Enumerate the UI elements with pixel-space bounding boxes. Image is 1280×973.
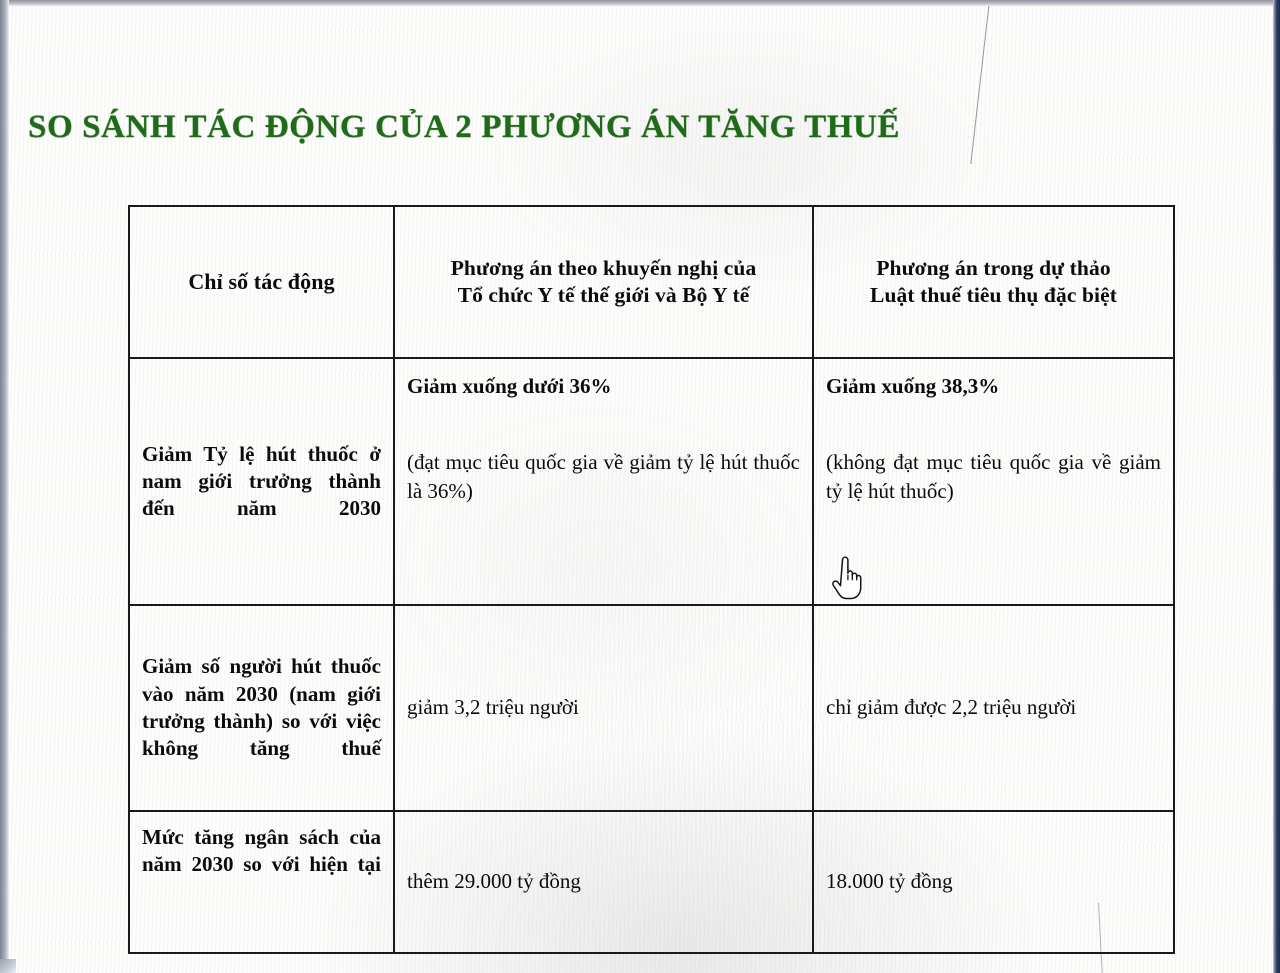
table-row [129,605,1174,811]
window-edge-left [0,0,9,973]
spacer [826,400,1161,448]
cell-draft-smoker-count: chỉ giảm được 2,2 triệu người [813,605,1174,811]
window-edge-right [1273,0,1280,973]
who-smoking-rate-note: (đạt mục tiêu quốc gia về giảm tỷ lệ hút thuốc là 36%) [407,450,800,503]
header-cell-indicator: Chỉ số tác động [129,206,394,358]
table-row [129,811,1174,953]
spacer [407,400,800,448]
header-who-plan-line2: Tổ chức Y tế thế giới và Bộ Y tế [457,283,750,307]
window-edge-bottom-left [0,959,16,973]
cell-who-budget-increase: thêm 29.000 tỷ đồng [394,811,813,953]
table-header-row [129,206,1174,358]
draft-smoking-rate-headline: Giảm xuống 38,3% [826,374,1000,398]
row-indicator-smoking-rate: Giảm Tỷ lệ hút thuốc ở nam giới trưởng thành đến năm 2030 [129,358,394,605]
header-cell-draft-plan [813,206,1174,358]
window-edge-top [0,0,1280,6]
impact-comparison-table [128,205,1175,954]
cell-draft-budget-increase: 18.000 tỷ đồng [813,811,1174,953]
cell-who-smoker-count: giảm 3,2 triệu người [394,605,813,811]
header-who-plan-line1: Phương án theo khuyến nghị của [450,256,757,281]
header-draft-plan-line2: Luật thuế tiêu thụ đặc biệt [870,283,1117,307]
row-indicator-budget-increase: Mức tăng ngân sách của năm 2030 so với hiện tại [129,811,394,953]
slide-title: SO SÁNH TÁC ĐỘNG CỦA 2 PHƯƠNG ÁN TĂNG THUẾ [28,109,901,146]
header-cell-who-plan [394,206,813,358]
who-smoking-rate-headline: Giảm xuống dưới 36% [407,374,612,398]
cell-draft-smoking-rate [813,358,1174,605]
table-row [129,358,1174,605]
draft-smoking-rate-note: (không đạt mục tiêu quốc gia về giảm tỷ lệ hút thuốc) [826,450,1161,503]
cell-who-smoking-rate [394,358,813,605]
row-indicator-smoker-count: Giảm số người hút thuốc vào năm 2030 (nam giới trưởng thành) so với việc không tăng thuế [129,605,394,811]
header-draft-plan-line1: Phương án trong dự thảo [876,256,1111,281]
